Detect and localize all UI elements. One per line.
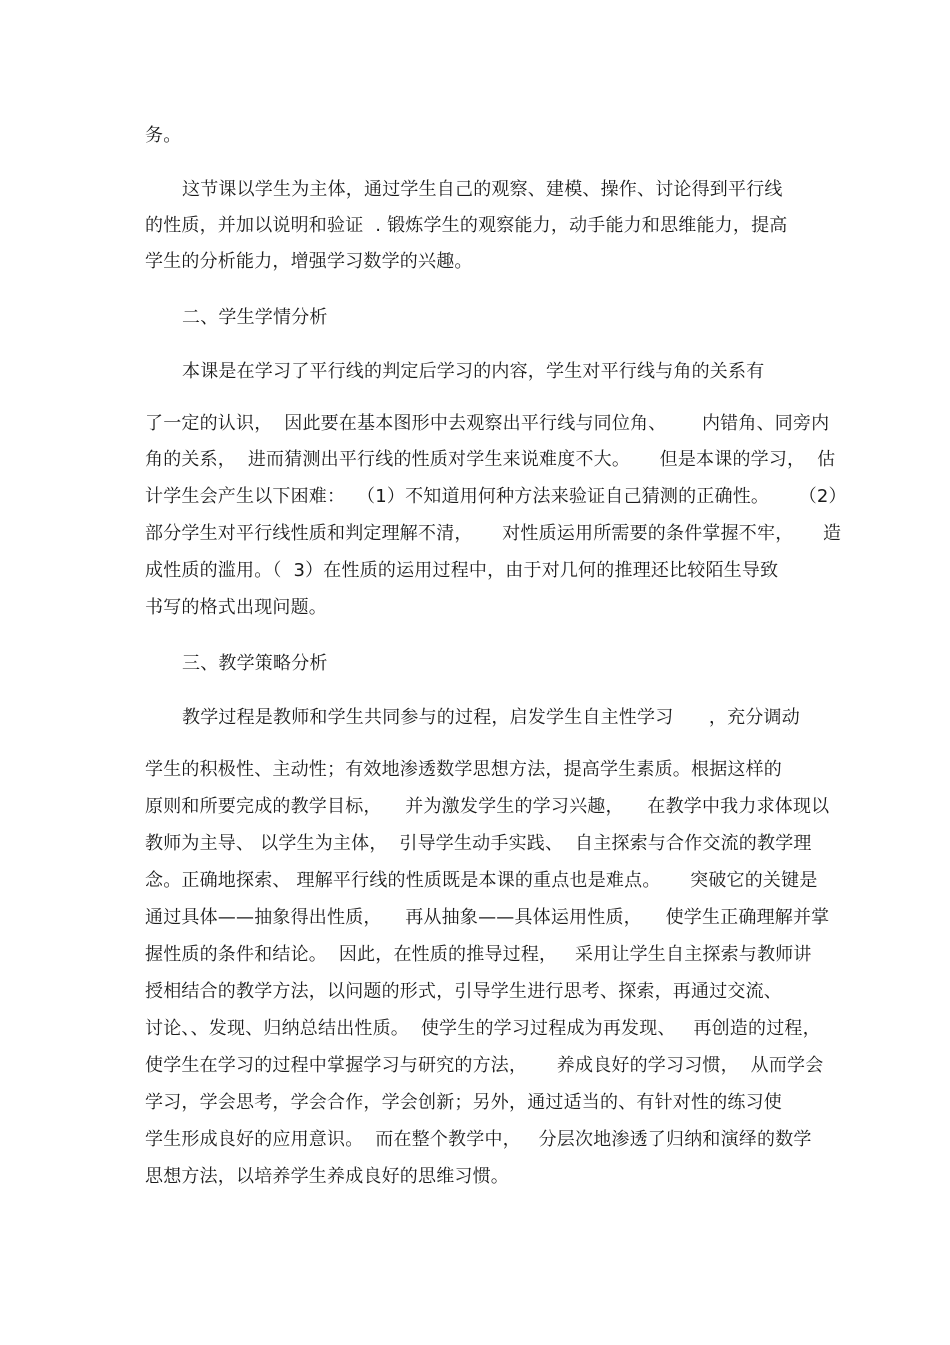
- text-line: 的性质，并加以说明和验证 . 锻炼学生的观察能力，动手能力和思维能力，提高: [145, 215, 788, 236]
- text-line: 成性质的滥用。（ 3）在性质的运用过程中，由于对几何的推理还比较陌生导致: [145, 560, 779, 581]
- text-line: 使学生在学习的过程中掌握学习与研究的方法， 养成良好的学习习惯， 从而学会: [145, 1055, 824, 1076]
- text-line: 务。: [145, 125, 182, 146]
- text-line: 思想方法，以培养学生养成良好的思维习惯。: [145, 1166, 509, 1187]
- text-line: 了一定的认识， 因此要在基本图形中去观察出平行线与同位角、 内错角、同旁内: [145, 413, 830, 434]
- text-line: 学生形成良好的应用意识。 而在整个教学中， 分层次地渗透了归纳和演绎的数学: [145, 1129, 812, 1150]
- text-line: 学生的分析能力，增强学习数学的兴趣。: [145, 251, 473, 272]
- text-line: 通过具体——抽象得出性质， 再从抽象——具体运用性质， 使学生正确理解并掌: [145, 907, 830, 928]
- text-line: 念。正确地探索、 理解平行线的性质既是本课的重点也是难点。 突破它的关键是: [145, 870, 818, 891]
- text-line: 本课是在学习了平行线的判定后学习的内容，学生对平行线与角的关系有: [182, 361, 765, 382]
- text-line: 教师为主导、 以学生为主体， 引导学生动手实践、 自主探索与合作交流的教学理: [145, 833, 812, 854]
- text-line: 教学过程是教师和学生共同参与的过程，启发学生自主性学习 ，充分调动: [182, 707, 800, 728]
- text-line: 原则和所要完成的教学目标， 并为激发学生的学习兴趣， 在教学中我力求体现以: [145, 796, 830, 817]
- text-line: 计学生会产生以下困难： （1）不知道用何种方法来验证自己猜测的正确性。 （2）: [145, 486, 847, 507]
- text-line: 这节课以学生为主体，通过学生自己的观察、建模、操作、讨论得到平行线: [182, 179, 783, 200]
- text-line: 授相结合的教学方法，以问题的形式，引导学生进行思考、探索，再通过交流、: [145, 981, 782, 1002]
- section-heading: 二、学生学情分析: [182, 307, 328, 328]
- text-line: 讨论、、发现、归纳总结出性质。 使学生的学习过程成为再发现、 再创造的过程，: [145, 1018, 821, 1039]
- section-heading: 三、教学策略分析: [182, 653, 328, 674]
- text-line: 部分学生对平行线性质和判定理解不清， 对性质运用所需要的条件掌握不牢， 造: [145, 523, 842, 544]
- text-line: 角的关系， 进而猜测出平行线的性质对学生来说难度不大。 但是本课的学习， 估: [145, 449, 836, 470]
- text-line: 学习，学会思考，学会合作，学会创新；另外，通过适当的、有针对性的练习使: [145, 1092, 782, 1113]
- text-line: 书写的格式出现问题。: [145, 597, 327, 618]
- text-line: 学生的积极性、主动性；有效地渗透数学思想方法，提高学生素质。根据这样的: [145, 759, 782, 780]
- text-line: 握性质的条件和结论。 因此，在性质的推导过程， 采用让学生自主探索与教师讲: [145, 944, 812, 965]
